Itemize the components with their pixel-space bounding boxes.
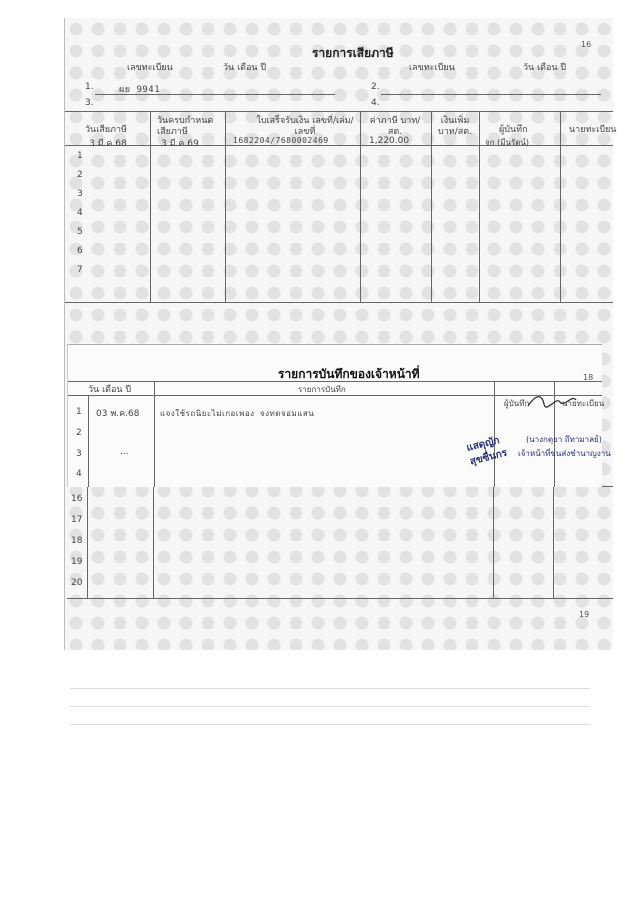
table-bottom-border <box>65 302 613 303</box>
entry-due-date: 3 มี.ค.69 <box>161 139 199 149</box>
table-header-border <box>65 145 613 146</box>
row-number-1: 1 <box>77 151 83 161</box>
officer-record-slip <box>67 344 611 487</box>
col-divider-6 <box>560 111 561 302</box>
lower-row-16: 16 <box>71 494 83 504</box>
lower-row-18: 18 <box>71 536 83 546</box>
col-header-amount: ค่าภาษี บาท/สต. <box>369 116 421 137</box>
lower-col-divider-2 <box>153 486 154 598</box>
slip-row-1-num: 1 <box>76 407 82 417</box>
tax-section-title: รายการเสียภาษี <box>312 46 394 60</box>
col-divider-5 <box>479 111 480 302</box>
right-row-4-num: 4. <box>371 98 380 108</box>
row-number-3: 3 <box>77 189 83 199</box>
ghost-rule-2 <box>70 706 590 707</box>
row-number-7: 7 <box>77 265 83 275</box>
officer-name-stamp-line-2: เจ้าหน้าที่ขนส่งชำนาญงาน <box>518 449 611 458</box>
entry-recorder: จก (มีนรัตน์) <box>485 138 530 147</box>
booklet-page <box>64 18 617 650</box>
lower-bottom-border <box>67 598 613 599</box>
col-header-recorder: ผู้บันทึก <box>499 125 528 135</box>
entry-amount: 1,220.00 <box>369 136 410 146</box>
col-header-receipt: ใบเสร็จรับเงิน เลขที่/เล่ม/เลขที่ <box>256 116 354 137</box>
left-row-3-num: 3. <box>85 98 94 108</box>
right-registration-header: เลขทะเบียน <box>409 63 455 73</box>
left-registration-header: เลขทะเบียน <box>127 63 173 73</box>
slip-header-top <box>68 381 602 382</box>
slip-row-1-note: แจงใช้รถนิยะไม่เกอเพอง จงทดจอมแสน <box>160 409 315 418</box>
lower-row-19: 19 <box>71 557 83 567</box>
slip-row-3-num: 3 <box>76 449 82 459</box>
slip-col-registrar: นายทะเบียน <box>562 399 605 408</box>
col-divider-4 <box>431 111 432 302</box>
row-number-6: 6 <box>77 246 83 256</box>
lower-row-20: 20 <box>71 578 83 588</box>
tax-section <box>65 18 617 328</box>
registrar-signature <box>526 392 578 410</box>
slip-col-date: วัน เดือน ปี <box>88 385 132 395</box>
slip-row-3-date: ... <box>120 447 129 457</box>
slip-row-1-date: 03 พ.ค.68 <box>96 409 140 419</box>
row-number-5: 5 <box>77 227 83 237</box>
row-number-2: 2 <box>77 170 83 180</box>
left-row-1-registration: ผย 9941 <box>119 85 161 95</box>
lower-col-divider-1 <box>87 486 88 598</box>
col-header-surcharge: เงินเพิ่ม บาท/สต. <box>438 116 472 137</box>
slip-col-divider-1 <box>88 395 89 487</box>
officer-signature-stamp: แสดุญัก สุขซื่นกร <box>465 435 509 468</box>
col-divider-1 <box>150 111 151 302</box>
ghost-rule-3 <box>70 724 590 725</box>
left-row-1-num: 1. <box>85 82 94 92</box>
col-header-due-date: วันครบกำหนดเสียภาษี <box>157 116 214 137</box>
right-date-header: วัน เดือน ปี <box>523 63 567 73</box>
reg-line-1-left <box>95 94 335 95</box>
slip-row-4-num: 4 <box>76 469 82 479</box>
slip-col-divider-2 <box>154 381 155 487</box>
row-number-4: 4 <box>77 208 83 218</box>
officer-section-title: รายการบันทึกของเจ้าหน้าที่ <box>278 367 420 381</box>
reg-line-1-right <box>381 94 601 95</box>
col-divider-3 <box>360 111 361 302</box>
officer-name-stamp-line-1: (นางกตุยา ถึทามาลย์) <box>526 435 602 444</box>
col-header-tax-date: วันเสียภาษี <box>85 125 127 135</box>
table-top-border <box>65 111 613 112</box>
page-number-bottom: 19 <box>579 610 590 619</box>
page-number-middle: 18 <box>583 373 594 382</box>
lower-col-divider-4 <box>553 486 554 598</box>
slip-row-2-num: 2 <box>76 428 82 438</box>
col-divider-2 <box>225 111 226 302</box>
ghost-rule-1 <box>70 688 590 689</box>
left-date-header: วัน เดือน ปี <box>223 63 267 73</box>
right-row-2-num: 2. <box>371 82 380 92</box>
lower-col-divider-3 <box>493 486 494 598</box>
page-number-top: 16 <box>581 40 592 49</box>
slip-col-note: รายการบันทึก <box>298 385 346 394</box>
entry-receipt-number: 1682204/7680002469 <box>233 136 329 145</box>
entry-tax-date: 3 มี.ค.68 <box>89 139 127 149</box>
officer-continuation <box>65 486 613 619</box>
lower-row-17: 17 <box>71 515 83 525</box>
col-header-registrar: นายทะเบียน <box>569 125 617 135</box>
slip-col-recorder: ผู้บันทึก <box>504 399 530 408</box>
